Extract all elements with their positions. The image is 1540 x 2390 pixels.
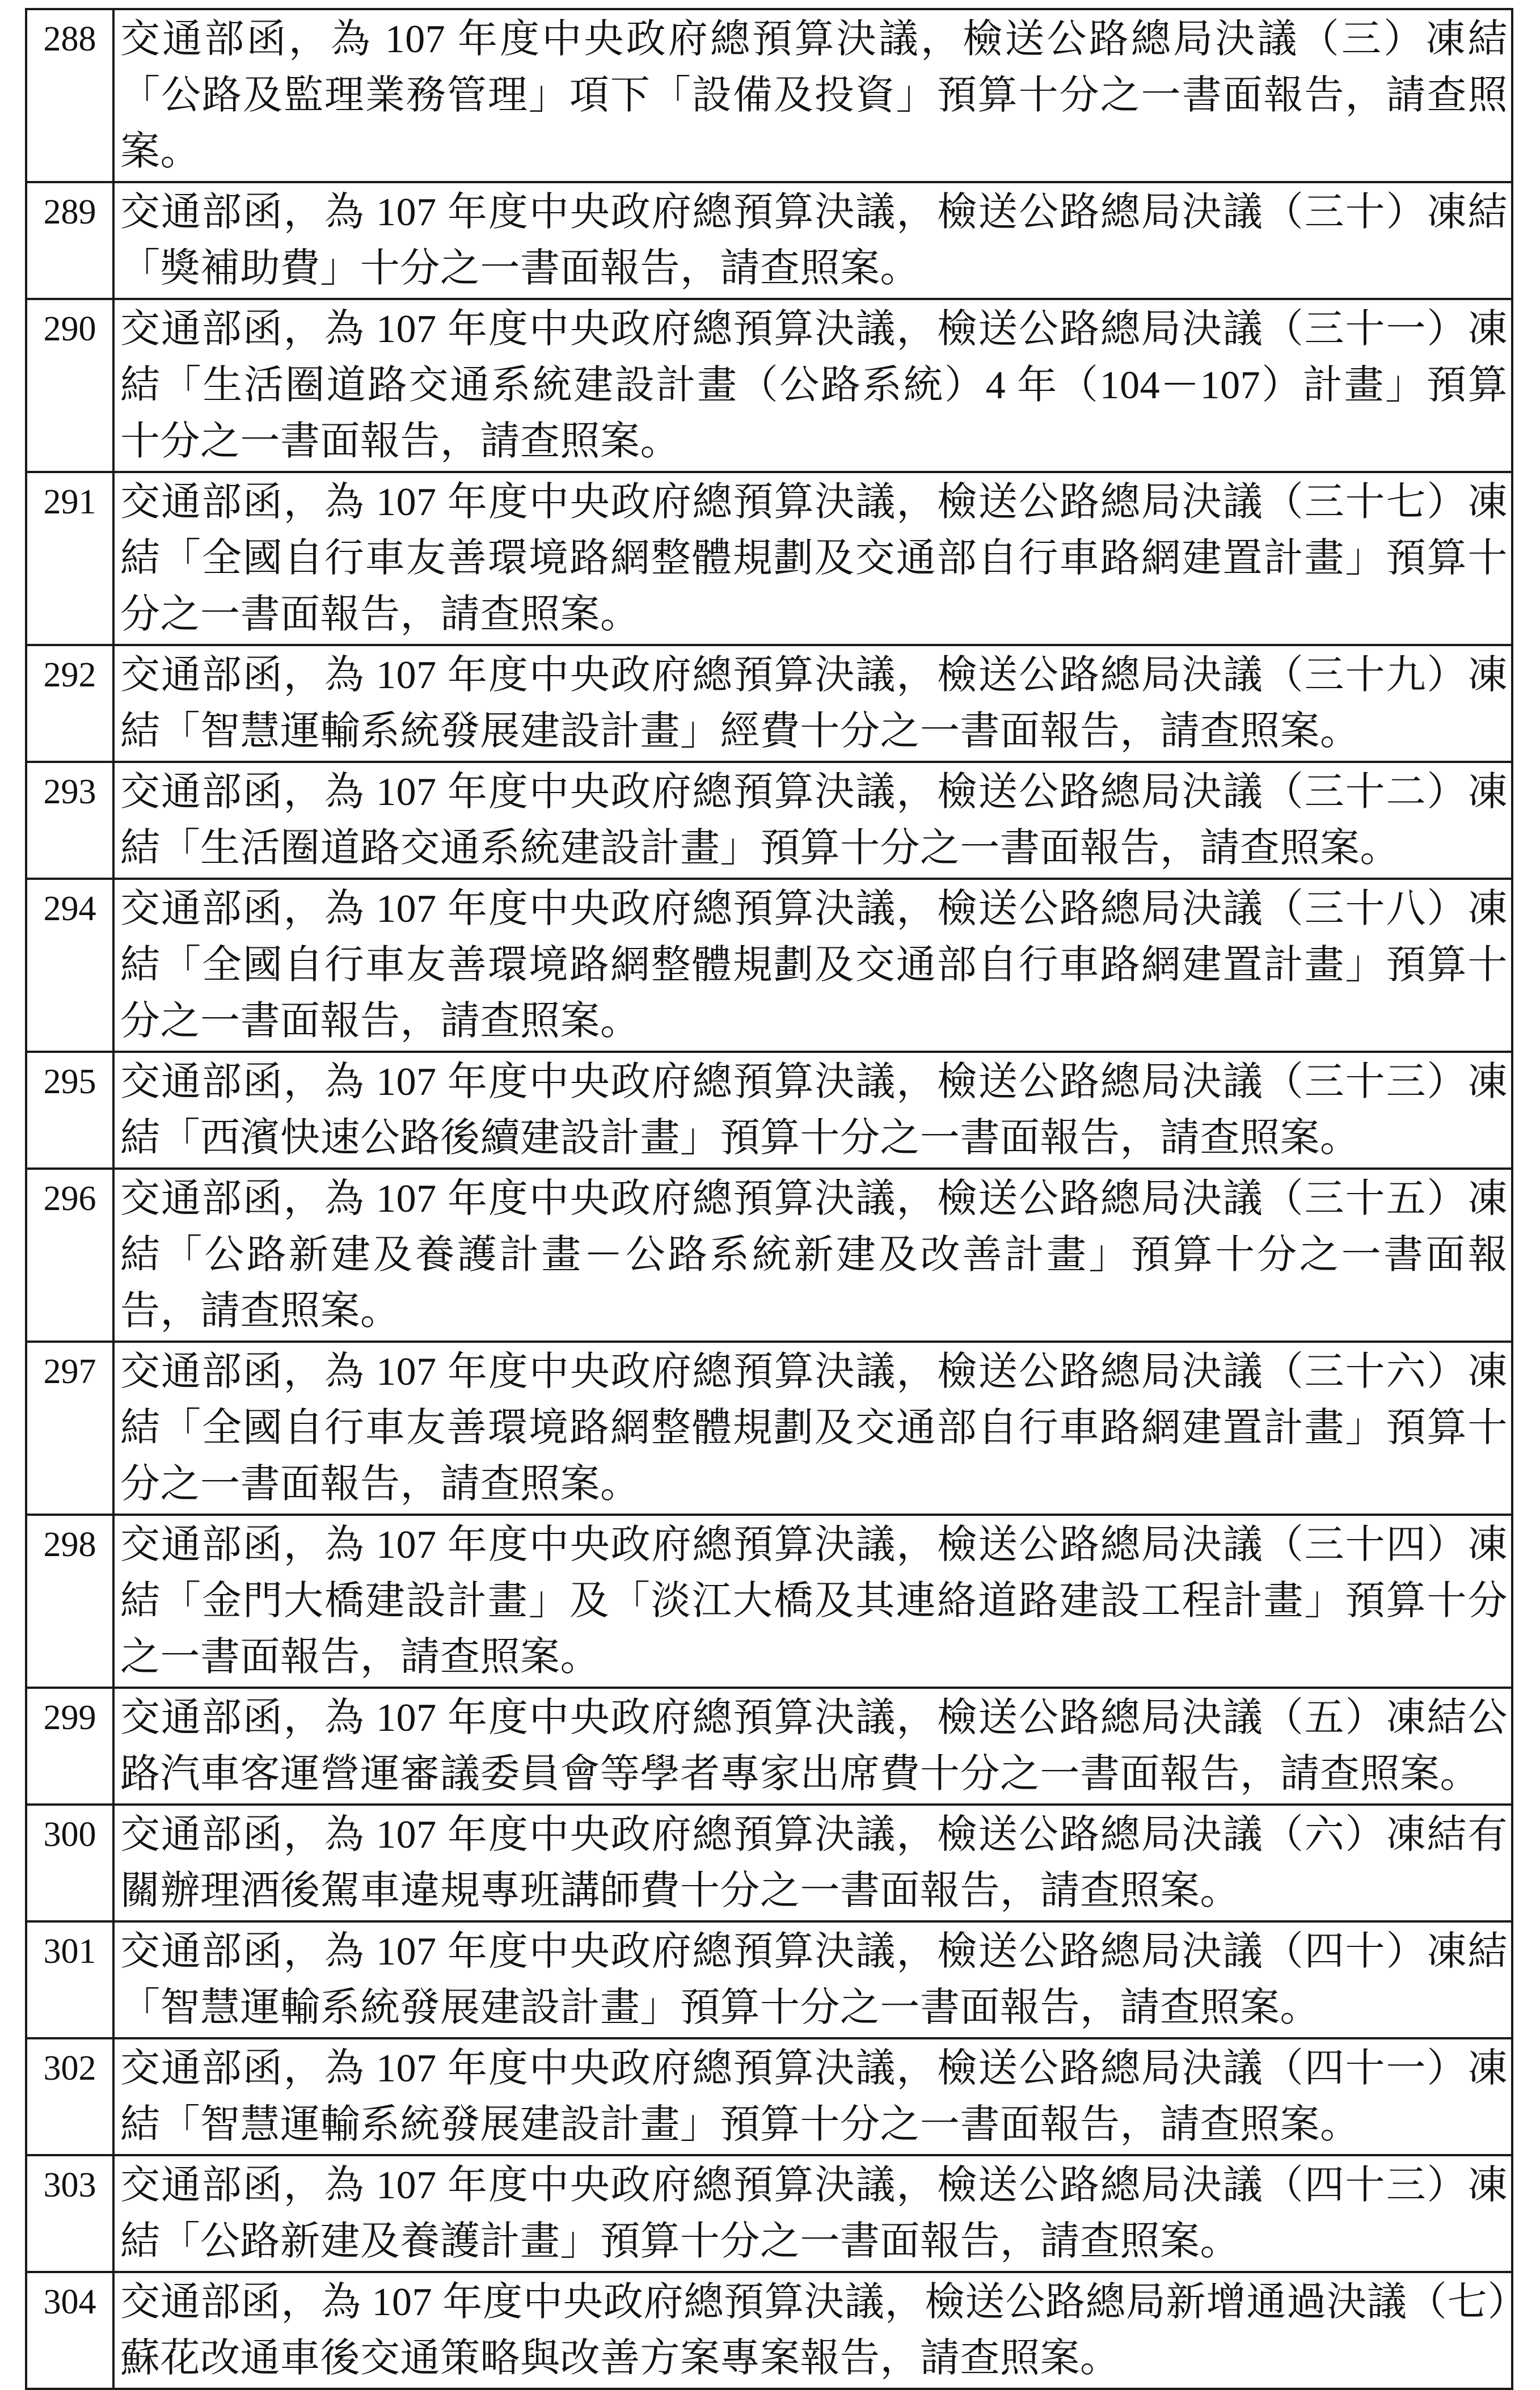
item-description: 交通部函，為 107 年度中央政府總預算決議，檢送公路總局決議（三十七）凍結「全國自行車友善環境路網整體規劃及交通部自行車路網建置計畫」預算十分之一書面報告，請查照案。 <box>113 472 1512 645</box>
table-row <box>26 2272 1512 2389</box>
item-number: 290 <box>26 299 113 472</box>
agenda-table <box>25 8 1513 2390</box>
table-row <box>26 1688 1512 1805</box>
table-row <box>26 182 1512 299</box>
table-row <box>26 1805 1512 1921</box>
table-row <box>26 1169 1512 1342</box>
table-row <box>26 299 1512 472</box>
item-description: 交通部函，為 107 年度中央政府總預算決議，檢送公路總局決議（三十）凍結「獎補助費」十分之一書面報告，請查照案。 <box>113 182 1512 299</box>
item-description: 交通部函，為 107 年度中央政府總預算決議，檢送公路總局決議（四十一）凍結「智慧運輸系統發展建設計畫」預算十分之一書面報告，請查照案。 <box>113 2038 1512 2155</box>
item-description: 交通部函，為 107 年度中央政府總預算決議，檢送公路總局決議（三）凍結「公路及監理業務管理」項下「設備及投資」預算十分之一書面報告，請查照案。 <box>113 9 1512 182</box>
table-row <box>26 2155 1512 2272</box>
item-number: 288 <box>26 9 113 182</box>
item-description: 交通部函，為 107 年度中央政府總預算決議，檢送公路總局決議（三十二）凍結「生活圈道路交通系統建設計畫」預算十分之一書面報告，請查照案。 <box>113 762 1512 879</box>
item-description: 交通部函，為 107 年度中央政府總預算決議，檢送公路總局決議（三十八）凍結「全國自行車友善環境路網整體規劃及交通部自行車路網建置計畫」預算十分之一書面報告，請查照案。 <box>113 879 1512 1052</box>
item-number: 295 <box>26 1052 113 1169</box>
table-row <box>26 1052 1512 1169</box>
item-number: 297 <box>26 1342 113 1515</box>
item-description: 交通部函，為 107 年度中央政府總預算決議，檢送公路總局決議（四十）凍結「智慧運輸系統發展建設計畫」預算十分之一書面報告，請查照案。 <box>113 1921 1512 2038</box>
item-number: 299 <box>26 1688 113 1805</box>
item-number: 292 <box>26 645 113 762</box>
item-description: 交通部函，為 107 年度中央政府總預算決議，檢送公路總局決議（三十六）凍結「全國自行車友善環境路網整體規劃及交通部自行車路網建置計畫」預算十分之一書面報告，請查照案。 <box>113 1342 1512 1515</box>
item-number: 300 <box>26 1805 113 1921</box>
table-row <box>26 879 1512 1052</box>
item-number: 302 <box>26 2038 113 2155</box>
agenda-table-body <box>26 9 1512 2389</box>
table-row <box>26 2038 1512 2155</box>
table-row <box>26 1921 1512 2038</box>
item-number: 291 <box>26 472 113 645</box>
table-row <box>26 645 1512 762</box>
item-description: 交通部函，為 107 年度中央政府總預算決議，檢送公路總局新增通過決議（七）蘇花改通車後交通策略與改善方案專案報告，請查照案。 <box>113 2272 1512 2389</box>
table-row <box>26 9 1512 182</box>
table-row <box>26 472 1512 645</box>
item-description: 交通部函，為 107 年度中央政府總預算決議，檢送公路總局決議（三十九）凍結「智慧運輸系統發展建設計畫」經費十分之一書面報告，請查照案。 <box>113 645 1512 762</box>
item-number: 303 <box>26 2155 113 2272</box>
table-row <box>26 1342 1512 1515</box>
item-description: 交通部函，為 107 年度中央政府總預算決議，檢送公路總局決議（五）凍結公路汽車客運營運審議委員會等學者專家出席費十分之一書面報告，請查照案。 <box>113 1688 1512 1805</box>
table-row <box>26 1515 1512 1688</box>
item-description: 交通部函，為 107 年度中央政府總預算決議，檢送公路總局決議（三十一）凍結「生活圈道路交通系統建設計畫（公路系統）4 年（104－107）計畫」預算十分之一書面報告，請查照案。 <box>113 299 1512 472</box>
item-number: 298 <box>26 1515 113 1688</box>
item-description: 交通部函，為 107 年度中央政府總預算決議，檢送公路總局決議（六）凍結有關辦理酒後駕車違規專班講師費十分之一書面報告，請查照案。 <box>113 1805 1512 1921</box>
item-number: 294 <box>26 879 113 1052</box>
table-row <box>26 762 1512 879</box>
item-description: 交通部函，為 107 年度中央政府總預算決議，檢送公路總局決議（三十五）凍結「公路新建及養護計畫－公路系統新建及改善計畫」預算十分之一書面報告，請查照案。 <box>113 1169 1512 1342</box>
item-description: 交通部函，為 107 年度中央政府總預算決議，檢送公路總局決議（三十三）凍結「西濱快速公路後續建設計畫」預算十分之一書面報告，請查照案。 <box>113 1052 1512 1169</box>
item-description: 交通部函，為 107 年度中央政府總預算決議，檢送公路總局決議（三十四）凍結「金門大橋建設計畫」及「淡江大橋及其連絡道路建設工程計畫」預算十分之一書面報告，請查照案。 <box>113 1515 1512 1688</box>
item-number: 293 <box>26 762 113 879</box>
item-description: 交通部函，為 107 年度中央政府總預算決議，檢送公路總局決議（四十三）凍結「公路新建及養護計畫」預算十分之一書面報告，請查照案。 <box>113 2155 1512 2272</box>
item-number: 301 <box>26 1921 113 2038</box>
item-number: 289 <box>26 182 113 299</box>
item-number: 296 <box>26 1169 113 1342</box>
item-number: 304 <box>26 2272 113 2389</box>
